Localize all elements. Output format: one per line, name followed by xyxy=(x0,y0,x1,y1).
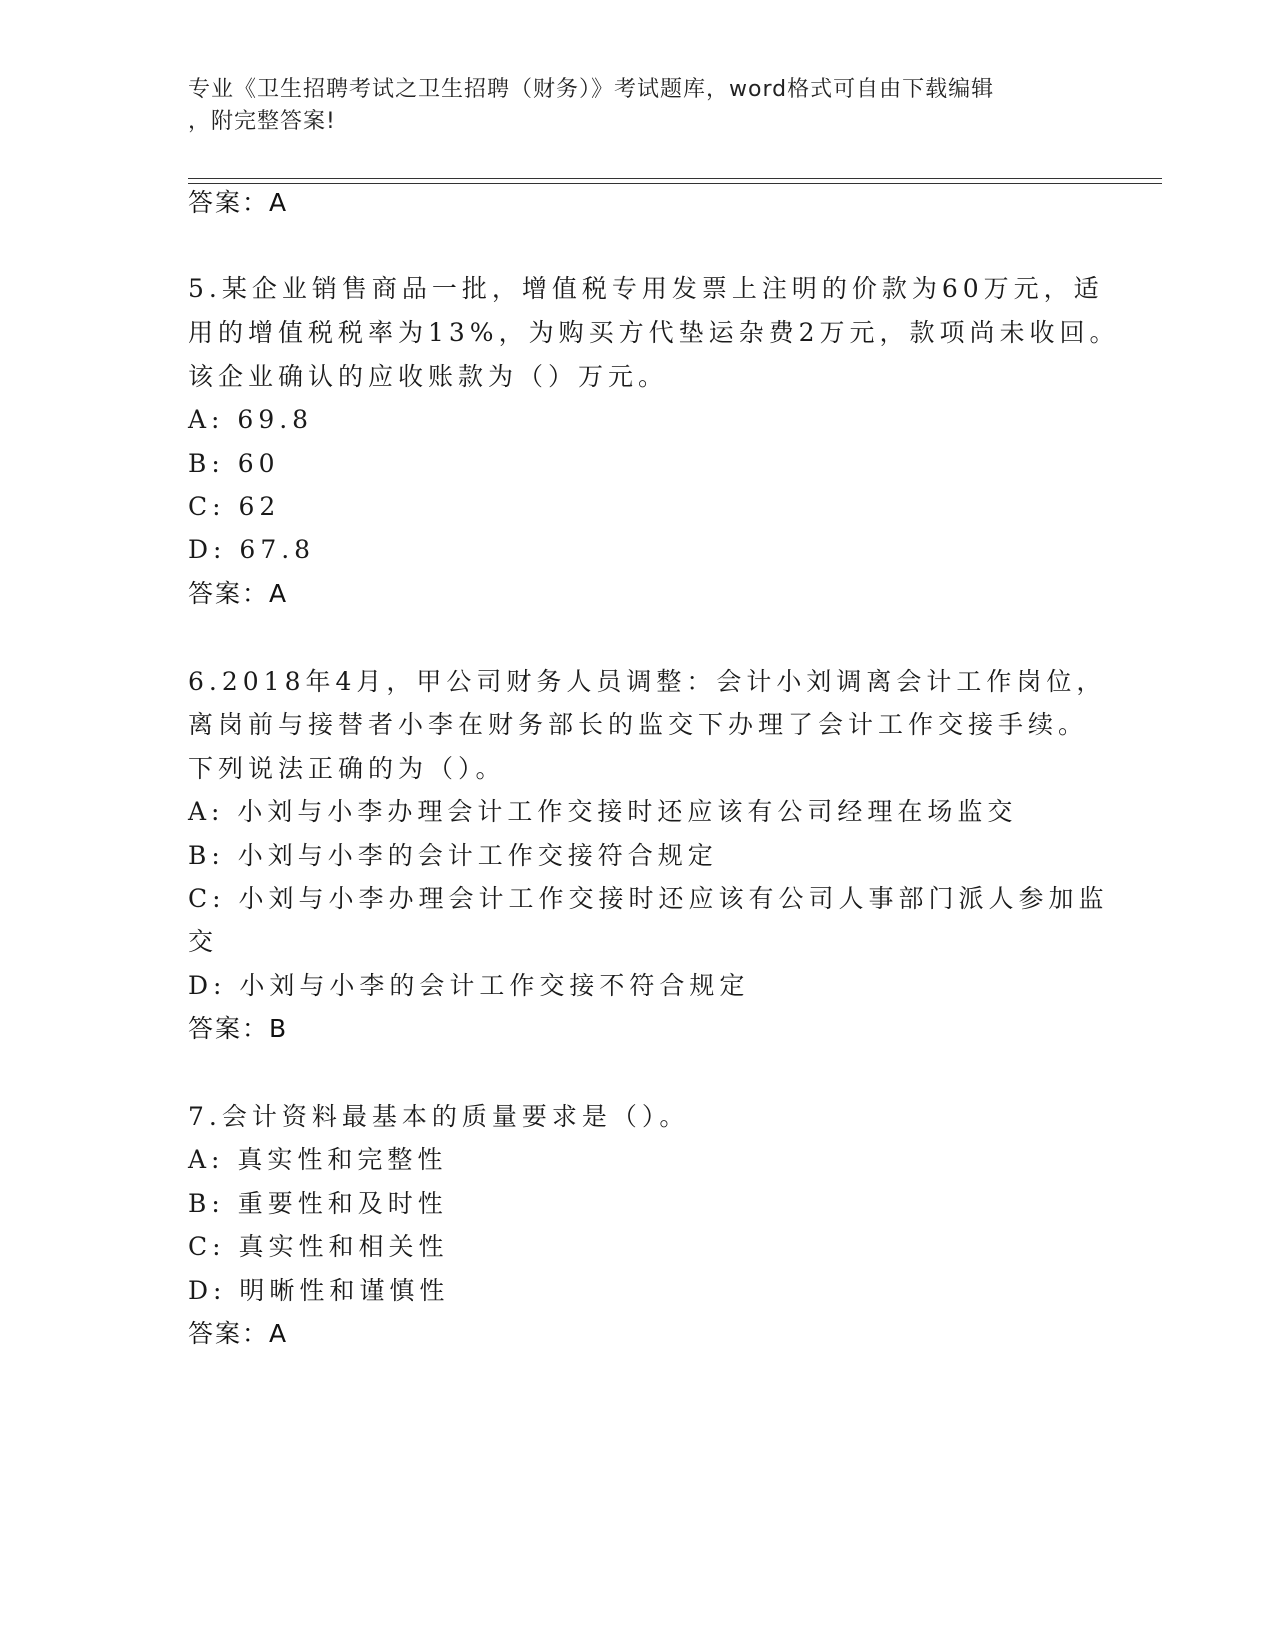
option-b: B: 小刘与小李的会计工作交接符合规定 xyxy=(188,841,718,870)
question-stem-line: 5.某企业销售商品一批，增值税专用发票上注明的价款为60万元，适 xyxy=(188,274,1104,303)
option-b: B: 60 xyxy=(188,449,280,478)
option-a: A: 小刘与小李办理会计工作交接时还应该有公司经理在场监交 xyxy=(188,797,1018,826)
option-c: C: 62 xyxy=(188,492,281,521)
option-c: C: 小刘与小李办理会计工作交接时还应该有公司人事部门派人参加监 xyxy=(188,884,1109,913)
header-line-1: 专业《卫生招聘考试之卫生招聘（财务）》考试题库，word格式可自由下载编辑 xyxy=(188,77,995,102)
question-stem-line: 离岗前与接替者小李在财务部长的监交下办理了会计工作交接手续。 xyxy=(188,710,1089,739)
option-b: B: 重要性和及时性 xyxy=(188,1189,448,1218)
option-d: D: 小刘与小李的会计工作交接不符合规定 xyxy=(188,971,750,1000)
question-stem-line: 下列说法正确的为（）。 xyxy=(188,754,506,783)
option-d: D: 67.8 xyxy=(188,535,316,564)
question-stem-line: 6.2018年4月，甲公司财务人员调整：会计小刘调离会计工作岗位， xyxy=(188,667,1107,696)
question-stem-line: 该企业确认的应收账款为（）万元。 xyxy=(188,362,669,391)
question-stem-line: 7.会计资料最基本的质量要求是（）。 xyxy=(188,1102,690,1131)
header-divider-top xyxy=(188,178,1162,179)
previous-answer: 答案：A xyxy=(188,188,289,217)
option-c-continued: 交 xyxy=(188,927,219,956)
option-d: D: 明晰性和谨慎性 xyxy=(188,1276,450,1305)
header-line-2: ，附完整答案! xyxy=(188,109,336,134)
option-c: C: 真实性和相关性 xyxy=(188,1232,449,1261)
option-a: A: 69.8 xyxy=(188,405,314,434)
option-a: A: 真实性和完整性 xyxy=(188,1145,448,1174)
question-stem-line: 用的增值税税率为13%，为购买方代垫运杂费2万元，款项尚未收回。 xyxy=(188,318,1120,347)
header-divider-bottom xyxy=(188,183,1162,184)
answer: 答案：A xyxy=(188,579,289,608)
document-header xyxy=(188,74,1078,138)
answer: 答案：A xyxy=(188,1319,289,1348)
answer: 答案：B xyxy=(188,1014,289,1043)
